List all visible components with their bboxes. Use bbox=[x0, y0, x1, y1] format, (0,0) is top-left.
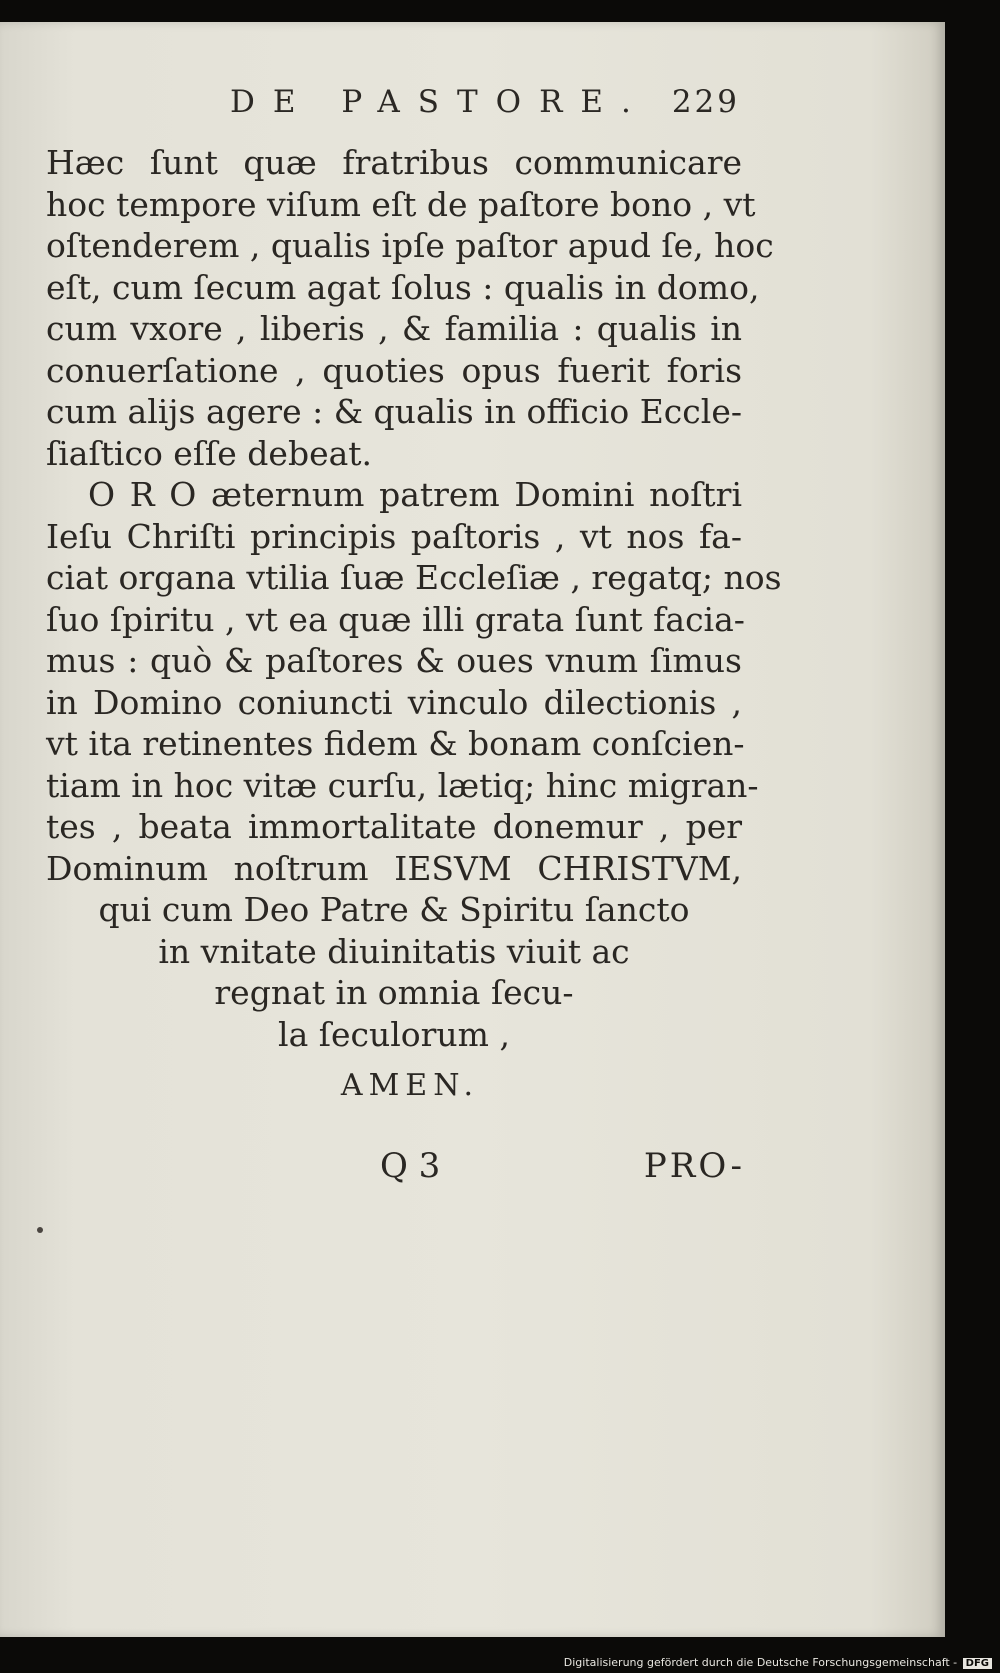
text-line: in vnitate diuinitatis viuit ac bbox=[158, 931, 630, 971]
signature-mark: Q 3 bbox=[380, 1146, 441, 1186]
text-line: conuerſatione , quoties opus fuerit foris bbox=[46, 350, 742, 390]
text-line: tiam in hoc vitæ curſu, lætiq; hinc migran- bbox=[46, 765, 759, 805]
text-line: eſt, cum ſecum agat ſolus : qualis in domo, bbox=[46, 267, 760, 307]
text-line: ſuo ſpiritu , vt ea quæ illi grata ſunt facia- bbox=[46, 599, 745, 639]
closing-amen: AMEN. bbox=[340, 1068, 480, 1103]
book-page bbox=[0, 22, 945, 1637]
text-line: oſtenderem , qualis ipſe paſtor apud ſe, hoc bbox=[46, 226, 774, 265]
text-line: hoc tempore viſum eſt de paſtore bono , vt bbox=[46, 184, 756, 224]
text-line: ciat organa vtilia ſuæ Eccleſiæ , regatq; nos bbox=[46, 558, 782, 597]
catchword: PRO- bbox=[643, 1146, 745, 1186]
text-line: la ſeculorum , bbox=[278, 1014, 510, 1054]
text-line: qui cum Deo Patre & Spiritu ſancto bbox=[98, 890, 690, 929]
dfg-logo: DFG bbox=[963, 1658, 992, 1669]
text-line: Ieſu Chriſti principis paſtoris , vt nos fa- bbox=[46, 516, 742, 556]
running-header bbox=[230, 84, 740, 132]
body-text bbox=[46, 142, 782, 1055]
text-line: O R O æternum patrem Domini noſtri bbox=[88, 475, 742, 514]
text-line: regnat in omnia ſecu- bbox=[214, 973, 574, 1012]
digitization-credit bbox=[564, 1656, 992, 1669]
text-line: vt ita retinentes fidem & bonam conſcien- bbox=[46, 724, 745, 763]
credit-text: Digitalisierung gefördert durch die Deutsche Forschungsgemeinschaft - bbox=[563, 1656, 958, 1669]
page-number: 229 bbox=[671, 84, 740, 120]
running-title: DE PASTORE. bbox=[230, 84, 649, 120]
ink-speck bbox=[37, 1227, 43, 1233]
page-footer bbox=[380, 1146, 745, 1194]
text-line: cum vxore , liberis , & familia : qualis in bbox=[46, 309, 742, 348]
text-line: tes , beata immortalitate donemur , per bbox=[46, 807, 742, 846]
text-line: cum alijs agere : & qualis in officio Eccle- bbox=[46, 392, 742, 431]
text-line: in Domino coniuncti vinculo dilectionis , bbox=[46, 682, 742, 722]
text-line: ſiaſtico eſſe debeat. bbox=[46, 433, 373, 473]
text-line: mus : quò & paſtores & oues vnum ſimus bbox=[46, 641, 742, 680]
text-line: Dominum noſtrum IESVM CHRISTVM, bbox=[46, 848, 742, 888]
text-line: Hæc ſunt quæ fratribus communicare bbox=[46, 143, 742, 182]
